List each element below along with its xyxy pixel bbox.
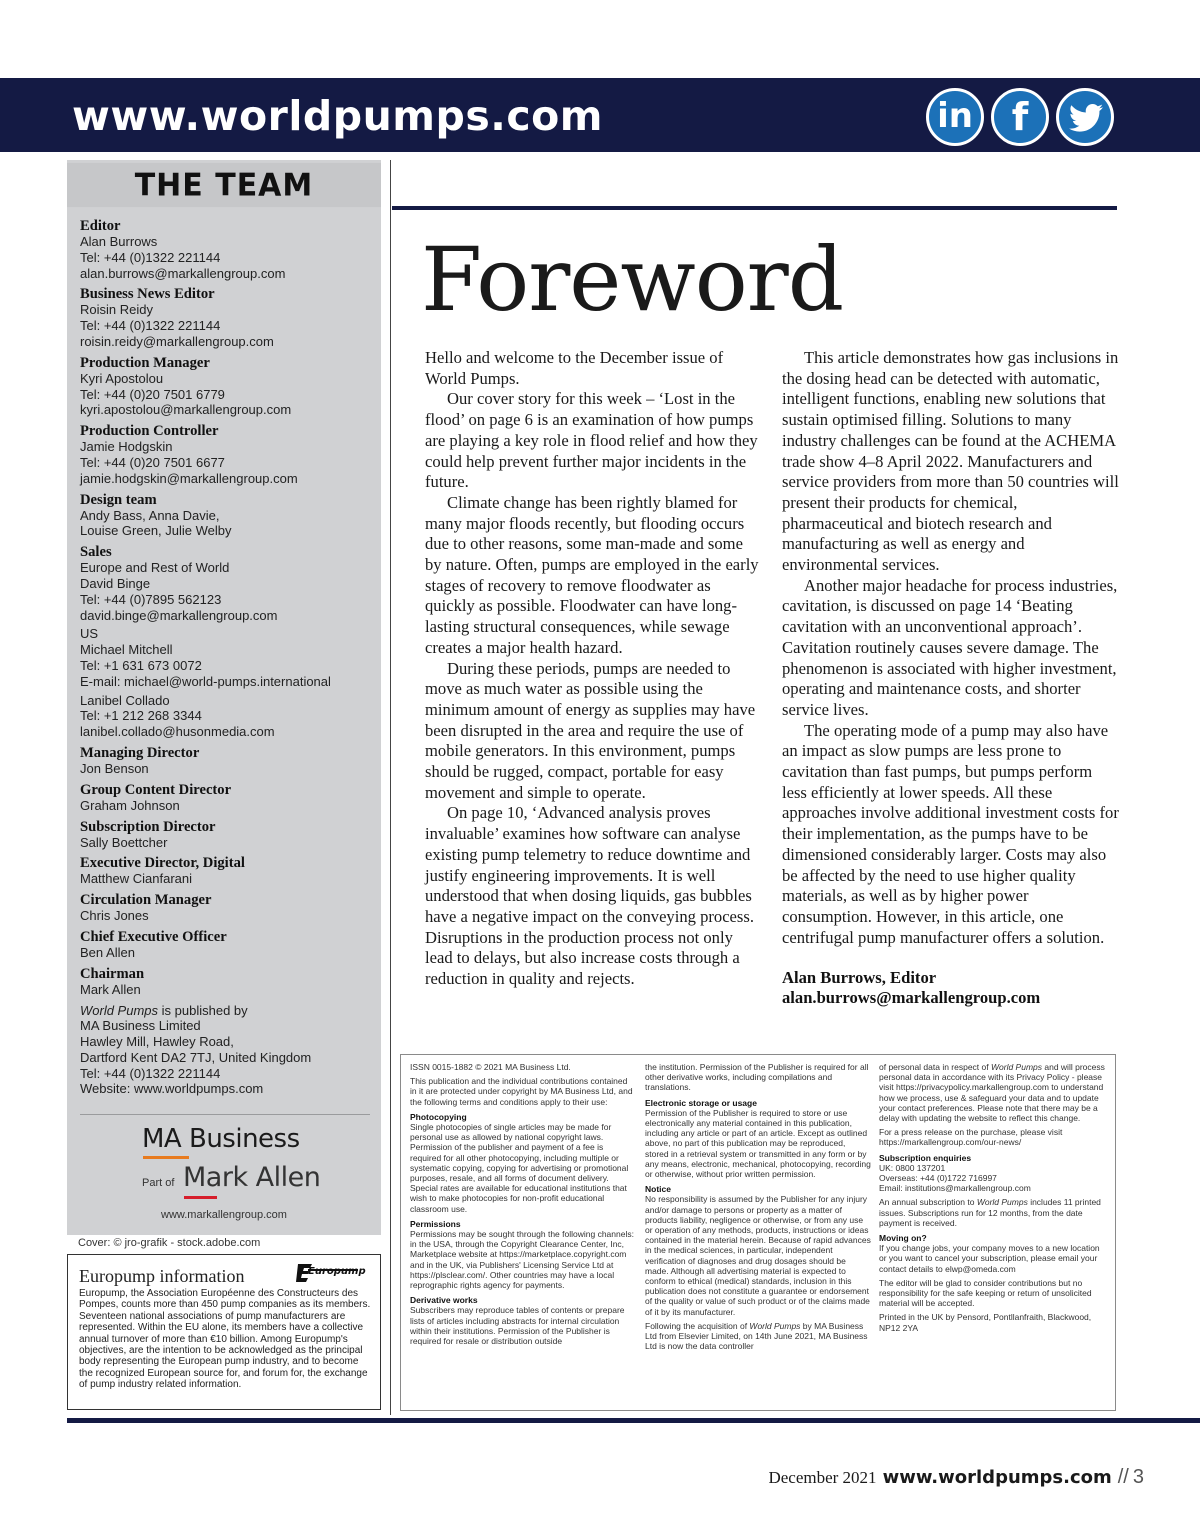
team-entry — [80, 782, 376, 814]
facebook-icon[interactable]: f — [991, 88, 1049, 146]
team-detail: Jamie Hodgskin — [80, 439, 173, 455]
team-entry — [80, 218, 376, 281]
foreword-column-2 — [782, 348, 1120, 1008]
team-detail: lanibel.collado@husonmedia.com — [80, 724, 275, 740]
team-detail: Louise Green, Julie Welby — [80, 523, 232, 539]
team-role: Sales — [80, 544, 112, 561]
notice-text: No responsibility is assumed by the Publisher for any injury and/or damage to persons or property as a matter of products liability, negligence or otherwise, or from any use or operation of any methods, products, instructions or ideas contained in the material herein. Because of rapid advances in the medical sciences, in particular, independent verification of diagnoses and drug dosages should be made. Although all advertising material is expected to conform to ethical (medical) standards, inclusion in this publication does not constitute a guarantee or endorsement of the quality or value of such product or of the claims made of it by its manufacturer. — [645, 1194, 871, 1317]
subscription-email[interactable]: Email: institutions@markallengroup.com — [879, 1183, 1031, 1194]
team-detail: kyri.apostolou@markallengroup.com — [80, 402, 292, 418]
signature-name: Alan Burrows, Editor — [782, 968, 937, 988]
team-entry — [80, 892, 376, 924]
europump-logo-text: Europump — [308, 1266, 366, 1277]
divider — [80, 1114, 370, 1115]
page-number: 3 — [1132, 1466, 1144, 1488]
team-detail: Alan Burrows — [80, 234, 158, 249]
foreword-paragraph: On page 10, ‘Advanced analysis proves invaluable’ examines how software can analyse existing pump telemetry to reduce downtime and justify engineering improvements. It is well understood that when dosing liquids, gas bubbles have a negative impact on the conveying process. Disruptions in the production process not only lead to delays, but also increase costs through a reduction in quality and rejects. — [425, 803, 754, 989]
team-detail: Roisin Reidy — [80, 302, 153, 318]
foreword-paragraph: The operating mode of a pump may also have an impact as slow pumps are less prone to cavitation than fast pumps, but pumps perform less efficiently at lower speeds. All these approaches involve additional investment costs for their implementation, as the pumps have to be dimensioned considerably larger. Costs may also be affected by the need to use higher quality materials, as well as by higher power consumption. However, in this article, one centrifugal pump manufacturer offers a solution. — [782, 720, 1119, 947]
issue-date: December 2021 — [768, 1468, 877, 1487]
twitter-bird-icon — [1069, 103, 1103, 133]
team-detail: Ben Allen — [80, 944, 135, 960]
publisher-detail: Website: www.worldpumps.com — [80, 1081, 264, 1097]
acquisition-text: Following the acquisition of World Pumps by MA Business Ltd from Elsevier Limited, on 14th June 2021, MA Business Ltd is now the data controller — [645, 1320, 868, 1352]
publisher-detail: MA Business Limited — [80, 1018, 201, 1034]
team-detail: US — [80, 626, 99, 642]
team-entry — [80, 855, 376, 887]
team-title: THE TEAM — [67, 163, 381, 207]
team-detail: Mark Allen — [80, 981, 141, 997]
permissions-heading: Permissions — [410, 1218, 461, 1229]
site-url[interactable]: www.worldpumps.com — [72, 92, 604, 140]
cover-credit: Cover: © jro-grafik - stock.adobe.com — [78, 1237, 261, 1249]
subscription-heading: Subscription enquiries — [879, 1152, 972, 1163]
photocopying-text: Single photocopies of single articles may be made for personal use as allowed by national copyright laws. Permission of the publisher and payment of a fee is required for all other photocopying, including multiple or systematic copying, copying for advertising or promotional purposes, resale, and all forms of document delivery. Special rates are available for educational institutions that wish to make photocopies for non-profit educational classroom use. — [410, 1122, 629, 1214]
europump-box — [67, 1254, 381, 1410]
legal-box — [400, 1054, 1116, 1411]
mark-allen-logo: Mark Allen — [183, 1162, 321, 1193]
team-detail: Europe and Rest of World — [80, 560, 230, 576]
derivative-heading: Derivative works — [410, 1295, 478, 1306]
team-entry — [80, 286, 376, 349]
publisher-detail: Hawley Mill, Hawley Road, — [80, 1034, 234, 1050]
team-role: Executive Director, Digital — [80, 855, 245, 872]
legal-column-3 — [879, 1062, 1105, 1337]
foreword-rule — [392, 206, 1117, 210]
team-detail: E-mail: michael@world-pumps.international — [80, 673, 331, 689]
team-role: Production Manager — [80, 354, 210, 371]
data-controller-text: of personal data in respect of World Pumps and will process personal data in accordance with its Privacy Policy - please visit https://privacypolicy.markallengroup.com to understand how we process, use & safeguard your data and to update your contact preferences. Please note that there may be a delay with updating the website to reflect this change. — [879, 1062, 1105, 1124]
team-role: Managing Director — [80, 744, 200, 761]
foreword-title: Foreword — [421, 228, 844, 331]
team-detail: Lanibel Collado — [80, 692, 170, 708]
footer-url[interactable]: www.worldpumps.com — [882, 1467, 1112, 1488]
team-entry — [80, 819, 376, 851]
editor-signature — [782, 968, 1120, 1008]
page-footer — [768, 1466, 1144, 1489]
subscription-uk: UK: 0800 137201 — [879, 1162, 946, 1173]
team-detail: Graham Johnson — [80, 797, 180, 813]
electronic-text: Permission of the Publisher is required to store or use electronically any material contained in this publication, including any article or part of an article. Except as outlined above, no part of this publication may be reproduced, stored in a retrieval system or transmitted in any form or by any means, electronic, mechanical, photocopying, recording or otherwise, without prior written permission. — [645, 1107, 871, 1180]
team-detail: roisin.reidy@markallengroup.com — [80, 333, 274, 349]
team-entry — [80, 966, 376, 998]
editor-note: The editor will be glad to consider contributions but no responsibility for the safe keeping or return of unsolicited material will be accepted. — [879, 1277, 1092, 1309]
team-entry — [80, 355, 376, 418]
team-detail: david.binge@markallengroup.com — [80, 607, 278, 623]
team-detail: Tel: +44 (0)20 7501 6779 — [80, 386, 225, 402]
part-of-label: Part of — [142, 1177, 175, 1189]
legal-column-2 — [645, 1062, 871, 1355]
logo-accent — [143, 1156, 189, 1159]
footer-separator: // — [1117, 1466, 1129, 1488]
team-sidebar — [67, 160, 381, 1235]
bottom-rule — [67, 1418, 1200, 1423]
team-entry — [80, 544, 376, 740]
ma-business-logo: MA Business — [142, 1124, 300, 1154]
team-detail: Chris Jones — [80, 908, 149, 924]
team-role: Design team — [80, 491, 157, 508]
team-detail: jamie.hodgskin@markallengroup.com — [80, 470, 298, 486]
team-detail: Jon Benson — [80, 760, 149, 776]
publisher-detail: Tel: +44 (0)1322 221144 — [80, 1065, 221, 1081]
team-role: Chairman — [80, 965, 145, 982]
moving-text: If you change jobs, your company moves to a new location or you want to cancel your subscription, please email your contact details to elwp@omeda.com — [879, 1243, 1100, 1274]
team-entry — [80, 929, 376, 961]
publisher-line: World Pumps is published by — [80, 1002, 248, 1018]
subscription-overseas: Overseas: +44 (0)1722 716997 — [879, 1173, 997, 1184]
team-entry — [80, 745, 376, 777]
legal-column-1 — [410, 1062, 636, 1350]
team-role: Subscription Director — [80, 818, 216, 835]
team-detail: Tel: +44 (0)1322 221144 — [80, 318, 221, 334]
site-banner — [0, 78, 1200, 152]
foreword-column-1 — [425, 348, 761, 990]
publisher-info — [80, 1003, 376, 1098]
notice-heading: Notice — [645, 1184, 671, 1195]
team-entry — [80, 492, 376, 540]
team-detail: David Binge — [80, 575, 151, 591]
twitter-icon[interactable] — [1056, 88, 1114, 146]
publisher-detail: Dartford Kent DA2 7TJ, United Kingdom — [80, 1049, 312, 1065]
team-list — [80, 218, 376, 1102]
team-role: Chief Executive Officer — [80, 928, 227, 945]
team-detail: Tel: +1 212 268 3344 — [80, 708, 202, 724]
team-role: Circulation Manager — [80, 892, 212, 909]
europump-title: Europump information — [79, 1266, 245, 1286]
brand-url[interactable]: www.markallengroup.com — [161, 1209, 287, 1221]
foreword-paragraph: During these periods, pumps are needed to move as much water as possible using the minimum amount of energy as supplies may have been disrupted in the area and require the use of mobile generators. In this environment, pumps should be rugged, compact, portable for easy movement and simple to operate. — [425, 658, 756, 802]
logo-accent — [184, 1196, 217, 1199]
team-detail: Sally Boettcher — [80, 834, 168, 850]
team-detail: Tel: +44 (0)20 7501 6677 — [80, 454, 225, 470]
permissions-text: Permissions may be sought through the following channels: in the USA, through the Copyright Clearance Center, Inc, Marketplace website at https://marketplace.copyright.com and in the UK, via Publishers' Licensing Service Ltd at https://plsclear.com/. Other countries may have a local reprographic rights agency for payments. — [410, 1229, 634, 1291]
team-role: Business News Editor — [80, 286, 215, 303]
foreword-paragraph: Another major headache for process industries, cavitation, is discussed on page 14 ‘Beating cavitation with an unconventional approach’. Cavitation routinely causes severe damage. The phenomenon is associated with higher investment, operating and maintenance costs, and shorter service lives. — [782, 575, 1118, 719]
annual-subscription-text: An annual subscription to World Pumps includes 11 printed issues. Subscriptions run for 12 months, from the date payment is received. — [879, 1197, 1101, 1228]
team-detail: Andy Bass, Anna Davie, — [80, 507, 220, 523]
foreword-paragraph: Climate change has been rightly blamed for many major floods recently, but flooding occurs due to other reasons, some man-made and some by nature. Often, pumps are employed in the early stages of recovery to remove floodwater as quickly as possible. Floodwater can have long-lasting structural consequences, while sewage creates a major health hazard. — [425, 492, 759, 657]
team-role: Group Content Director — [80, 781, 232, 798]
team-role: Production Controller — [80, 423, 219, 440]
linkedin-icon[interactable]: in — [926, 88, 984, 146]
europump-text: Europump, the Association Européenne des Constructeurs des Pompes, counts more than 450 pump companies as its members. Seventeen national associations of pump manufacturers are represented. Within the EU alone, its members have a collective annual turnover of more than €10 billion. Among Europump's objectives, are the intention to be acknowledged as the principal body representing the European pump industry, and to become the recognized European source for, and forum for, the exchange of pump industry related information. — [79, 1288, 371, 1391]
column-divider — [390, 160, 391, 1415]
foreword-paragraph: This article demonstrates how gas inclusions in the dosing head can be detected with automatic, intelligent functions, enabling new solutions that sustain optimised filling. Solutions to many industry challenges can be found at the ACHEMA trade show 4–8 April 2022. Manufacturers and service providers from more than 50 countries will present their products for chemical, pharmaceutical and biotech research and manufacturing as well as energy and environmental services. — [782, 348, 1119, 575]
signature-email[interactable]: alan.burrows@markallengroup.com — [782, 988, 1041, 1008]
team-detail: Matthew Cianfarani — [80, 871, 192, 887]
team-detail: Tel: +44 (0)7895 562123 — [80, 591, 222, 607]
legal-intro: This publication and the individual contributions contained in it are protected under copyright by MA Business Ltd, and the following terms and conditions apply to their use: — [410, 1076, 633, 1107]
photocopying-heading: Photocopying — [410, 1111, 467, 1122]
team-detail: Michael Mitchell — [80, 642, 173, 658]
electronic-heading: Electronic storage or usage — [645, 1097, 757, 1108]
team-detail: Tel: +44 (0)1322 221144 — [80, 249, 221, 265]
team-entry — [80, 423, 376, 486]
team-detail: Kyri Apostolou — [80, 370, 164, 386]
issn: ISSN 0015-1882 © 2021 MA Business Ltd. — [410, 1062, 571, 1072]
printed-by: Printed in the UK by Pensord, Pontllanfraith, Blackwood, NP12 2YA — [879, 1312, 1092, 1333]
moving-heading: Moving on? — [879, 1233, 927, 1244]
derivative-text-cont: the institution. Permission of the Publisher is required for all other derivative works, including compilations and translations. — [645, 1062, 869, 1093]
foreword-paragraph: Hello and welcome to the December issue of World Pumps. — [425, 348, 724, 388]
team-role: Editor — [80, 218, 121, 234]
team-detail: alan.burrows@markallengroup.com — [80, 265, 286, 281]
team-detail: Tel: +1 631 673 0072 — [80, 657, 202, 673]
press-release-text: For a press release on the purchase, please visit https://markallengroup.com/our-news/ — [879, 1127, 1063, 1148]
derivative-text: Subscribers may reproduce tables of contents or prepare lists of articles including abstracts for internal circulation within their institutions. Permission of the Publisher is required for resale or distribution outside — [410, 1305, 625, 1347]
foreword-paragraph: Our cover story for this week – ‘Lost in the flood’ on page 6 is an examination of how pumps are playing a key role in flood relief and how they could help prevent further major incidents in the future. — [425, 389, 758, 492]
